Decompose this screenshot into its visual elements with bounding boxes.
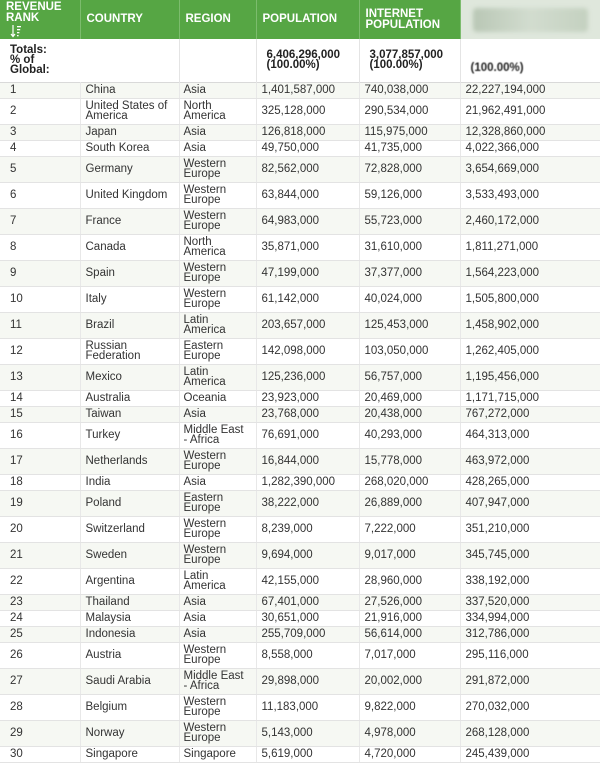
internet-population-cell: 290,534,000 xyxy=(359,98,460,124)
revenue-cell: 428,265,000 xyxy=(460,474,600,490)
rank-cell: 13 xyxy=(0,364,80,390)
internet-population-cell: 31,610,000 xyxy=(359,234,460,260)
internet-population-cell: 7,222,000 xyxy=(359,516,460,542)
table-row xyxy=(0,182,600,208)
population-cell: 23,768,000 xyxy=(256,406,359,422)
blurred-header-overlay xyxy=(473,8,589,32)
region-cell: Eastern Europe xyxy=(179,490,256,516)
revenue-cell: 291,872,000 xyxy=(460,668,600,694)
region-cell: Western Europe xyxy=(179,182,256,208)
revenue-cell: 351,210,000 xyxy=(460,516,600,542)
table-row xyxy=(0,668,600,694)
population-cell: 35,871,000 xyxy=(256,234,359,260)
region-cell: Western Europe xyxy=(179,286,256,312)
revenue-cell: 1,262,405,000 xyxy=(460,338,600,364)
rank-cell: 21 xyxy=(0,542,80,568)
table-row xyxy=(0,626,600,642)
table-row xyxy=(0,516,600,542)
population-cell: 126,818,000 xyxy=(256,124,359,140)
rank-cell: 6 xyxy=(0,182,80,208)
population-cell: 47,199,000 xyxy=(256,260,359,286)
region-cell: Western Europe xyxy=(179,542,256,568)
internet-population-cell: 41,735,000 xyxy=(359,140,460,156)
revenue-cell: 4,022,366,000 xyxy=(460,140,600,156)
rank-cell: 3 xyxy=(0,124,80,140)
totals-internet-pct: (100.00%) xyxy=(369,59,423,72)
table-row xyxy=(0,720,600,746)
revenue-cell: 3,533,493,000 xyxy=(460,182,600,208)
table-row xyxy=(0,746,600,762)
region-cell: Western Europe xyxy=(179,642,256,668)
rank-cell: 20 xyxy=(0,516,80,542)
table-row xyxy=(0,422,600,448)
region-cell: Asia xyxy=(179,140,256,156)
internet-header-line1: INTERNET xyxy=(365,7,423,20)
revenue-cell: 767,272,000 xyxy=(460,406,600,422)
internet-population-cell: 72,828,000 xyxy=(359,156,460,182)
region-cell: Oceania xyxy=(179,390,256,406)
country-cell: Turkey xyxy=(80,422,179,448)
internet-population-cell: 740,038,000 xyxy=(359,82,460,98)
region-cell: North America xyxy=(179,98,256,124)
internet-population-cell: 28,960,000 xyxy=(359,568,460,594)
revenue-cell: 345,745,000 xyxy=(460,542,600,568)
population-cell: 61,142,000 xyxy=(256,286,359,312)
country-cell: Italy xyxy=(80,286,179,312)
rank-cell: 23 xyxy=(0,594,80,610)
internet-header-line2: POPULATION xyxy=(365,18,441,31)
table-row xyxy=(0,140,600,156)
region-cell: Middle East - Africa xyxy=(179,422,256,448)
table-row xyxy=(0,568,600,594)
population-cell: 1,282,390,000 xyxy=(256,474,359,490)
revenue-cell: 1,458,902,000 xyxy=(460,312,600,338)
column-header-internet-population[interactable] xyxy=(359,0,460,39)
table-row xyxy=(0,474,600,490)
revenue-cell: 464,313,000 xyxy=(460,422,600,448)
revenue-cell: 22,227,194,000 xyxy=(460,82,600,98)
revenue-cell: 2,460,172,000 xyxy=(460,208,600,234)
totals-label-line2: % of xyxy=(10,54,35,67)
revenue-cell: 337,520,000 xyxy=(460,594,600,610)
internet-population-cell: 9,822,000 xyxy=(359,694,460,720)
table-row xyxy=(0,594,600,610)
rank-cell: 8 xyxy=(0,234,80,260)
region-cell: Western Europe xyxy=(179,260,256,286)
rank-cell: 11 xyxy=(0,312,80,338)
region-cell: Asia xyxy=(179,474,256,490)
country-cell: Singapore xyxy=(80,746,179,762)
column-header-population[interactable]: POPULATION xyxy=(256,0,359,39)
revenue-cell: 3,654,669,000 xyxy=(460,156,600,182)
internet-population-cell: 59,126,000 xyxy=(359,182,460,208)
internet-population-cell: 26,889,000 xyxy=(359,490,460,516)
internet-population-cell: 15,778,000 xyxy=(359,448,460,474)
country-cell: Belgium xyxy=(80,694,179,720)
totals-population xyxy=(256,39,359,82)
totals-population-pct: (100.00%) xyxy=(266,59,320,72)
population-cell: 1,401,587,000 xyxy=(256,82,359,98)
internet-population-cell: 9,017,000 xyxy=(359,542,460,568)
rank-cell: 26 xyxy=(0,642,80,668)
rank-cell: 10 xyxy=(0,286,80,312)
header-row xyxy=(0,0,600,39)
region-cell: Asia xyxy=(179,124,256,140)
country-cell: Austria xyxy=(80,642,179,668)
rank-cell: 15 xyxy=(0,406,80,422)
table-row xyxy=(0,312,600,338)
rank-cell: 24 xyxy=(0,610,80,626)
totals-label-line3: Global: xyxy=(10,64,50,77)
internet-population-cell: 40,293,000 xyxy=(359,422,460,448)
population-cell: 82,562,000 xyxy=(256,156,359,182)
country-cell: Thailand xyxy=(80,594,179,610)
internet-population-cell: 27,526,000 xyxy=(359,594,460,610)
revenue-cell: 338,192,000 xyxy=(460,568,600,594)
population-cell: 29,898,000 xyxy=(256,668,359,694)
revenue-cell: 21,962,491,000 xyxy=(460,98,600,124)
table-row xyxy=(0,542,600,568)
country-cell: Netherlands xyxy=(80,448,179,474)
region-cell: Asia xyxy=(179,406,256,422)
population-cell: 255,709,000 xyxy=(256,626,359,642)
population-cell: 9,694,000 xyxy=(256,542,359,568)
population-cell: 8,239,000 xyxy=(256,516,359,542)
column-header-country[interactable]: COUNTRY xyxy=(80,0,179,39)
country-cell: Australia xyxy=(80,390,179,406)
revenue-cell: 295,116,000 xyxy=(460,642,600,668)
population-cell: 16,844,000 xyxy=(256,448,359,474)
country-cell: Brazil xyxy=(80,312,179,338)
rank-cell: 30 xyxy=(0,746,80,762)
internet-population-cell: 56,757,000 xyxy=(359,364,460,390)
region-cell: Asia xyxy=(179,82,256,98)
internet-population-cell: 268,020,000 xyxy=(359,474,460,490)
country-cell: France xyxy=(80,208,179,234)
region-cell: Asia xyxy=(179,594,256,610)
table-row xyxy=(0,364,600,390)
country-cell: Indonesia xyxy=(80,626,179,642)
country-cell: Russian Federation xyxy=(80,338,179,364)
region-cell: Western Europe xyxy=(179,208,256,234)
rank-cell: 27 xyxy=(0,668,80,694)
region-cell: Latin America xyxy=(179,568,256,594)
table-row xyxy=(0,124,600,140)
revenue-cell: 407,947,000 xyxy=(460,490,600,516)
table-row xyxy=(0,610,600,626)
country-cell: Argentina xyxy=(80,568,179,594)
revenue-cell: 1,505,800,000 xyxy=(460,286,600,312)
rank-cell: 4 xyxy=(0,140,80,156)
country-cell: Saudi Arabia xyxy=(80,668,179,694)
revenue-cell: 268,128,000 xyxy=(460,720,600,746)
population-cell: 49,750,000 xyxy=(256,140,359,156)
region-cell: Western Europe xyxy=(179,694,256,720)
population-cell: 67,401,000 xyxy=(256,594,359,610)
country-cell: Spain xyxy=(80,260,179,286)
region-cell: Singapore xyxy=(179,746,256,762)
totals-population-value: 6,406,296,000 xyxy=(266,49,341,62)
rank-cell: 7 xyxy=(0,208,80,234)
internet-population-cell: 115,975,000 xyxy=(359,124,460,140)
table-row xyxy=(0,156,600,182)
revenue-cell: 334,994,000 xyxy=(460,610,600,626)
population-cell: 76,691,000 xyxy=(256,422,359,448)
population-cell: 142,098,000 xyxy=(256,338,359,364)
column-header-region[interactable]: REGION xyxy=(179,0,256,39)
internet-population-cell: 7,017,000 xyxy=(359,642,460,668)
table-row xyxy=(0,642,600,668)
rank-cell: 2 xyxy=(0,98,80,124)
table-row xyxy=(0,286,600,312)
rank-cell: 17 xyxy=(0,448,80,474)
country-cell: China xyxy=(80,82,179,98)
region-cell: Latin America xyxy=(179,312,256,338)
population-cell: 203,657,000 xyxy=(256,312,359,338)
table-row xyxy=(0,448,600,474)
internet-population-cell: 20,002,000 xyxy=(359,668,460,694)
rank-header-line1: REVENUE xyxy=(6,0,62,13)
internet-population-cell: 103,050,000 xyxy=(359,338,460,364)
country-cell: Japan xyxy=(80,124,179,140)
population-cell: 125,236,000 xyxy=(256,364,359,390)
table-row xyxy=(0,406,600,422)
totals-label xyxy=(0,39,179,82)
population-cell: 5,143,000 xyxy=(256,720,359,746)
column-header-revenue-blurred xyxy=(460,0,600,39)
region-cell: Middle East - Africa xyxy=(179,668,256,694)
population-cell: 8,558,000 xyxy=(256,642,359,668)
revenue-cell: 312,786,000 xyxy=(460,626,600,642)
internet-population-cell: 40,024,000 xyxy=(359,286,460,312)
table-row xyxy=(0,260,600,286)
sort-icon[interactable] xyxy=(10,24,22,38)
population-cell: 23,923,000 xyxy=(256,390,359,406)
rank-header-line2: RANK xyxy=(6,11,40,24)
revenue-cell: 1,564,223,000 xyxy=(460,260,600,286)
country-cell: United States of America xyxy=(80,98,179,124)
rank-cell: 28 xyxy=(0,694,80,720)
totals-revenue xyxy=(460,39,600,82)
rank-cell: 14 xyxy=(0,390,80,406)
region-cell: Western Europe xyxy=(179,448,256,474)
region-cell: North America xyxy=(179,234,256,260)
country-cell: United Kingdom xyxy=(80,182,179,208)
rank-cell: 16 xyxy=(0,422,80,448)
table-row xyxy=(0,390,600,406)
country-cell: Germany xyxy=(80,156,179,182)
table-row xyxy=(0,338,600,364)
table-row xyxy=(0,82,600,98)
region-cell: Asia xyxy=(179,610,256,626)
internet-population-cell: 21,916,000 xyxy=(359,610,460,626)
rank-cell: 19 xyxy=(0,490,80,516)
country-cell: Poland xyxy=(80,490,179,516)
country-cell: Norway xyxy=(80,720,179,746)
rank-cell: 5 xyxy=(0,156,80,182)
internet-population-cell: 37,377,000 xyxy=(359,260,460,286)
table-row xyxy=(0,98,600,124)
population-cell: 38,222,000 xyxy=(256,490,359,516)
country-cell: Canada xyxy=(80,234,179,260)
rank-cell: 9 xyxy=(0,260,80,286)
internet-population-cell: 20,438,000 xyxy=(359,406,460,422)
totals-row xyxy=(0,39,600,82)
totals-revenue-pct: (100.00%) xyxy=(470,62,524,75)
internet-population-cell: 4,720,000 xyxy=(359,746,460,762)
internet-population-cell: 4,978,000 xyxy=(359,720,460,746)
country-cell: Switzerland xyxy=(80,516,179,542)
rank-cell: 29 xyxy=(0,720,80,746)
table-row xyxy=(0,694,600,720)
revenue-cell: 1,195,456,000 xyxy=(460,364,600,390)
population-cell: 5,619,000 xyxy=(256,746,359,762)
internet-population-cell: 55,723,000 xyxy=(359,208,460,234)
table-row xyxy=(0,234,600,260)
country-cell: Malaysia xyxy=(80,610,179,626)
totals-internet xyxy=(359,39,460,82)
region-cell: Western Europe xyxy=(179,516,256,542)
rank-cell: 12 xyxy=(0,338,80,364)
revenue-cell: 270,032,000 xyxy=(460,694,600,720)
totals-region-empty xyxy=(179,39,256,82)
region-cell: Western Europe xyxy=(179,720,256,746)
country-cell: Sweden xyxy=(80,542,179,568)
revenue-cell: 1,811,271,000 xyxy=(460,234,600,260)
internet-population-cell: 56,614,000 xyxy=(359,626,460,642)
column-header-revenue-rank[interactable] xyxy=(0,0,80,39)
country-cell: South Korea xyxy=(80,140,179,156)
population-cell: 325,128,000 xyxy=(256,98,359,124)
table-row xyxy=(0,490,600,516)
population-cell: 11,183,000 xyxy=(256,694,359,720)
revenue-cell: 245,439,000 xyxy=(460,746,600,762)
region-cell: Eastern Europe xyxy=(179,338,256,364)
population-cell: 30,651,000 xyxy=(256,610,359,626)
rank-cell: 1 xyxy=(0,82,80,98)
rank-cell: 22 xyxy=(0,568,80,594)
revenue-cell: 12,328,860,000 xyxy=(460,124,600,140)
internet-population-cell: 20,469,000 xyxy=(359,390,460,406)
population-cell: 42,155,000 xyxy=(256,568,359,594)
region-cell: Asia xyxy=(179,626,256,642)
population-cell: 63,844,000 xyxy=(256,182,359,208)
region-cell: Latin America xyxy=(179,364,256,390)
rank-cell: 25 xyxy=(0,626,80,642)
revenue-cell: 463,972,000 xyxy=(460,448,600,474)
totals-label-line1: Totals: xyxy=(10,44,47,57)
country-cell: Mexico xyxy=(80,364,179,390)
totals-internet-value: 3,077,857,000 xyxy=(369,49,444,62)
country-cell: Taiwan xyxy=(80,406,179,422)
rank-cell: 18 xyxy=(0,474,80,490)
region-cell: Western Europe xyxy=(179,156,256,182)
table-row xyxy=(0,208,600,234)
population-cell: 64,983,000 xyxy=(256,208,359,234)
internet-population-cell: 125,453,000 xyxy=(359,312,460,338)
revenue-cell: 1,171,715,000 xyxy=(460,390,600,406)
country-cell: India xyxy=(80,474,179,490)
